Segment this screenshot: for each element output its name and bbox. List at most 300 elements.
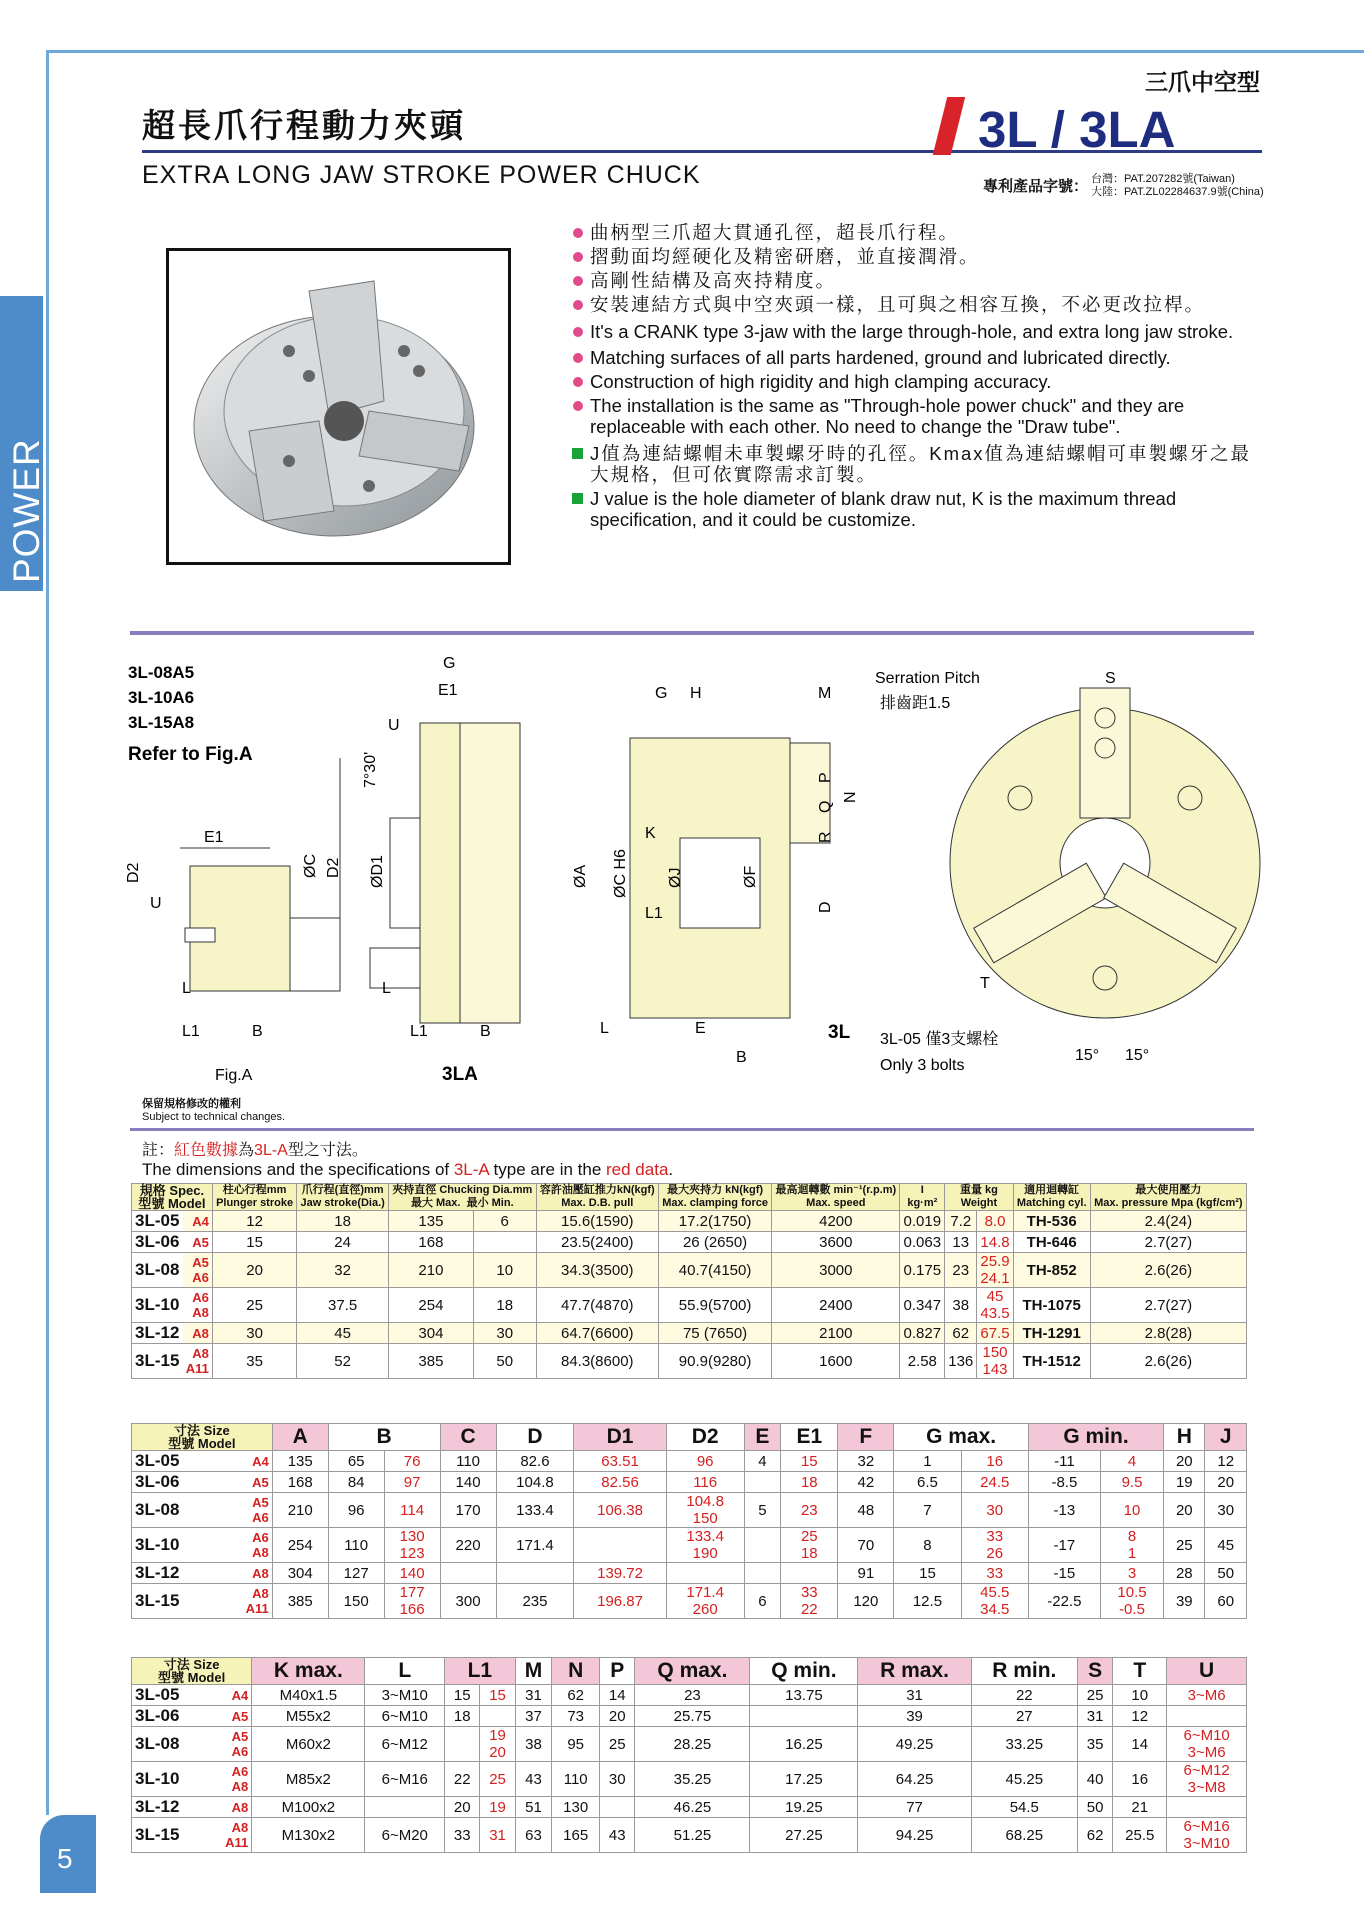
Br-value: 97 (403, 1473, 421, 1491)
sub-model: A6 (231, 1764, 249, 1779)
view-3la (302, 655, 520, 1085)
w-cell: 136 (945, 1344, 977, 1379)
Gminr-cell (1100, 1528, 1163, 1563)
s-cell: 31 (1077, 1706, 1112, 1727)
size2-col-header: R max. (858, 1658, 971, 1685)
size2-col-header: N (552, 1658, 600, 1685)
j-cell: 12 (1205, 1451, 1247, 1472)
wa-value: 43.5 (980, 1305, 1010, 1322)
E1-cell (781, 1493, 838, 1528)
s-cell: 50 (1077, 1797, 1112, 1818)
n-cell: 130 (552, 1797, 600, 1818)
min-cell: 10 (473, 1253, 536, 1288)
size2-row (132, 1727, 1247, 1762)
sub-model-cell (208, 1685, 252, 1706)
qmin-cell: 16.25 (750, 1727, 858, 1762)
model-cell: 3L-15 (132, 1584, 221, 1619)
a-cell: 210 (272, 1493, 328, 1528)
bullet-dot-icon (573, 228, 583, 238)
b-cell: 127 (328, 1563, 384, 1584)
u-value: 3~M6 (1187, 1744, 1226, 1761)
model-cell: 3L-08 (132, 1253, 183, 1288)
bullet-dot-icon (573, 252, 583, 262)
Gmaxr-value: 24.5 (980, 1473, 1010, 1491)
dim-t: T (980, 975, 990, 992)
red-data-note (142, 1141, 673, 1179)
model-cell: 3L-08 (132, 1727, 208, 1762)
sub-model: A5 (252, 1495, 269, 1510)
l1r-value: 31 (489, 1826, 506, 1844)
c-cell: 140 (440, 1472, 496, 1493)
plunger-cell: 35 (212, 1344, 296, 1379)
min-cell (473, 1232, 536, 1253)
a-cell: 254 (272, 1528, 328, 1563)
l1r-value: 15 (489, 1686, 506, 1704)
model-cell: 3L-10 (132, 1762, 208, 1797)
sub-model-cell (183, 1288, 213, 1323)
speed-cell: 1600 (772, 1344, 900, 1379)
max-cell: 135 (389, 1211, 474, 1232)
l1-cell: 18 (445, 1706, 480, 1727)
Gmaxr-cell (961, 1563, 1028, 1584)
bullet-dot-icon (573, 300, 583, 310)
m-cell: 31 (515, 1685, 552, 1706)
sub-model: A11 (225, 1835, 249, 1850)
cyl-cell: TH-852 (1013, 1253, 1090, 1288)
Gminr-value: 4 (1127, 1452, 1137, 1470)
j-cell: 20 (1205, 1472, 1247, 1493)
D2-cell (666, 1563, 744, 1584)
s-cell: 35 (1077, 1727, 1112, 1762)
jaw-cell: 45 (297, 1323, 389, 1344)
D2-value: 96 (696, 1452, 714, 1470)
cyl-cell: TH-1291 (1013, 1323, 1090, 1344)
Gminr-value: 10 (1123, 1501, 1141, 1519)
l1r-value: 19 (489, 1727, 506, 1744)
c-cell: 170 (440, 1493, 496, 1528)
jaw-cell: 52 (297, 1344, 389, 1379)
l1-cell (445, 1727, 480, 1762)
e-cell (744, 1563, 781, 1584)
bullet-dot-icon (573, 353, 583, 363)
plunger-cell: 30 (212, 1323, 296, 1344)
model-cell: 3L-06 (132, 1472, 221, 1493)
l1r-cell (480, 1685, 515, 1706)
l-cell: 6~M12 (365, 1727, 445, 1762)
size1-col-header: C (440, 1424, 496, 1451)
clamp-cell: 90.9(9280) (658, 1344, 771, 1379)
dim-d2-3la: D2 (325, 857, 342, 878)
rmin-cell: 54.5 (971, 1797, 1077, 1818)
model-cell: 3L-15 (132, 1818, 208, 1853)
sub-model: A8 (231, 1820, 249, 1835)
cyl-cell: TH-536 (1013, 1211, 1090, 1232)
gmin-cell: -22.5 (1028, 1584, 1100, 1619)
spec-header-pull: 容許油壓缸推力kN(kgf) Max. D.B. pull (536, 1184, 658, 1211)
dim-l1-3la: L1 (410, 1023, 428, 1040)
model-cell: 3L-12 (132, 1323, 183, 1344)
i-cell: 0.347 (900, 1288, 945, 1323)
k-cell: M100x2 (252, 1797, 365, 1818)
sub-model-cell (208, 1727, 252, 1762)
u-value: 6~M10 (1183, 1727, 1230, 1744)
D2-cell (666, 1472, 744, 1493)
qmin-cell: 17.25 (750, 1762, 858, 1797)
d1-cell: 106.38 (574, 1493, 666, 1528)
dim-n: N (842, 791, 859, 803)
rmax-cell: 49.25 (858, 1727, 971, 1762)
pull-cell: 34.3(3500) (536, 1253, 658, 1288)
max-cell: 304 (389, 1323, 474, 1344)
speed-cell: 3000 (772, 1253, 900, 1288)
D2-value: 171.4 (686, 1584, 724, 1601)
plunger-cell: 15 (212, 1232, 296, 1253)
d-cell (496, 1563, 574, 1584)
i-cell: 2.58 (900, 1344, 945, 1379)
e-cell: 6 (744, 1584, 781, 1619)
clamp-cell: 17.2(1750) (658, 1211, 771, 1232)
note-cn-pre: 註： (142, 1142, 175, 1159)
feature-item: It's a CRANK type 3-jaw with the large through-hole, and extra long jaw stroke. (570, 321, 1270, 342)
sub-model-cell (208, 1762, 252, 1797)
size2-col-header: L (365, 1658, 445, 1685)
spec-table-body (132, 1211, 1247, 1379)
sub-model: A5 (192, 1255, 209, 1270)
rmax-cell: 31 (858, 1685, 971, 1706)
p-cell: 25 (600, 1727, 635, 1762)
change-notice (142, 1098, 285, 1124)
a-cell: 135 (272, 1451, 328, 1472)
sub-model-cell (220, 1584, 272, 1619)
model-cell: 3L-10 (132, 1528, 221, 1563)
bullet-square-icon (572, 493, 583, 504)
wa-value: 25.9 (980, 1253, 1010, 1270)
u-cell (1167, 1797, 1247, 1818)
size2-col-header: M (515, 1658, 552, 1685)
u-cell (1167, 1706, 1247, 1727)
note-en-mid: type are in the (488, 1160, 607, 1179)
E1-value: 18 (800, 1545, 818, 1562)
u-cell (1167, 1727, 1247, 1762)
l-cell: 6~M10 (365, 1706, 445, 1727)
notice-en: Subject to technical changes. (142, 1111, 286, 1123)
Br-cell (384, 1563, 440, 1584)
angle-15a: 15° (1075, 1047, 1100, 1064)
dim-s: S (1105, 670, 1116, 687)
c-cell (440, 1563, 496, 1584)
gmax-cell: 1 (894, 1451, 961, 1472)
min-cell: 30 (473, 1323, 536, 1344)
D2-value: 104.8 (686, 1493, 724, 1510)
front-view (880, 670, 1260, 1074)
l-cell: 6~M20 (365, 1818, 445, 1853)
wa-cell (977, 1253, 1013, 1288)
size1-row (132, 1493, 1247, 1528)
sub-model-cell (183, 1323, 213, 1344)
speed-cell: 3600 (772, 1232, 900, 1253)
Br-value: 140 (399, 1564, 425, 1582)
size1-row (132, 1472, 1247, 1493)
f-cell: 42 (838, 1472, 894, 1493)
b-cell: 65 (328, 1451, 384, 1472)
sub-model: A8 (231, 1799, 249, 1815)
Br-cell (384, 1584, 440, 1619)
Gminr-value: -0.5 (1119, 1601, 1145, 1618)
gmax-cell: 8 (894, 1528, 961, 1563)
size1-col-header: J (1205, 1424, 1247, 1451)
e-cell: 4 (744, 1451, 781, 1472)
angle-label: 7°30' (362, 751, 379, 788)
dim-l1: L1 (182, 1023, 200, 1040)
Br-cell (384, 1528, 440, 1563)
press-cell: 2.7(27) (1090, 1232, 1246, 1253)
a-cell: 385 (272, 1584, 328, 1619)
note-cn-red2: 3L-A (254, 1142, 288, 1159)
spec-header-i: I kg·m² (900, 1184, 945, 1211)
l-cell: 3~M10 (365, 1685, 445, 1706)
e-cell (744, 1528, 781, 1563)
sub-model: A8 (252, 1545, 269, 1560)
dim-da: ØA (572, 864, 589, 888)
gmax-cell: 7 (894, 1493, 961, 1528)
bolts-note-cn: 3L-05 僅3支螺栓 (880, 1031, 999, 1048)
sub-model: A5 (231, 1729, 249, 1744)
l1r-cell (480, 1706, 515, 1727)
D2-value: 116 (693, 1473, 718, 1491)
rmax-cell: 77 (858, 1797, 971, 1818)
h-cell: 19 (1164, 1472, 1205, 1493)
view-3l (572, 670, 980, 1066)
dim-l-3l: L (600, 1020, 609, 1037)
feature-item: Construction of high rigidity and high clamping accuracy. (570, 371, 1270, 392)
section-divider-mid (130, 1128, 1254, 1131)
size1-col-header: E1 (781, 1424, 838, 1451)
rmin-cell: 22 (971, 1685, 1077, 1706)
size1-table-body (132, 1451, 1247, 1619)
section-divider-top (130, 631, 1254, 635)
Gmaxr-cell (961, 1472, 1028, 1493)
sub-model-cell (220, 1451, 272, 1472)
dim-p: P (817, 772, 834, 783)
E1-value: 25 (800, 1528, 818, 1545)
patent-label: 專利產品字號： (983, 177, 1089, 195)
press-cell: 2.6(26) (1090, 1344, 1246, 1379)
h-cell: 39 (1164, 1584, 1205, 1619)
l1r-value: 25 (489, 1770, 506, 1788)
wa-value: 143 (982, 1361, 1008, 1378)
qmax-cell: 35.25 (635, 1762, 750, 1797)
wa-cell (977, 1232, 1013, 1253)
model-cell: 3L-06 (132, 1232, 183, 1253)
size2-col-header: S (1077, 1658, 1112, 1685)
l1-cell: 22 (445, 1762, 480, 1797)
Gminr-cell (1100, 1451, 1163, 1472)
ref-model-list (128, 663, 253, 765)
size1-col-header: D1 (574, 1424, 666, 1451)
Gmaxr-cell (961, 1493, 1028, 1528)
u-value: 6~M12 (1183, 1762, 1230, 1779)
sub-model-cell (183, 1253, 213, 1288)
wa-cell (977, 1344, 1013, 1379)
spec-header-speed: 最高迴轉數 min⁻¹(r.p.m) Max. speed (772, 1184, 900, 1211)
size2-col-header: U (1167, 1658, 1247, 1685)
subtype-label: 三爪中空型 (1145, 69, 1260, 95)
model-cell: 3L-15 (132, 1344, 183, 1379)
Gminr-value: 10.5 (1117, 1584, 1147, 1601)
press-cell: 2.7(27) (1090, 1288, 1246, 1323)
size2-col-header: K max. (252, 1658, 365, 1685)
size1-row (132, 1451, 1247, 1472)
f-cell: 120 (838, 1584, 894, 1619)
k-cell: M130x2 (252, 1818, 365, 1853)
size1-col-header: G max. (894, 1424, 1029, 1451)
plunger-cell: 12 (212, 1211, 296, 1232)
m-cell: 38 (515, 1727, 552, 1762)
rmin-cell: 68.25 (971, 1818, 1077, 1853)
dim-dch6: ØC H6 (612, 849, 629, 898)
sub-model: A11 (245, 1601, 269, 1616)
size2-col-header: L1 (445, 1658, 516, 1685)
sub-model: A8 (192, 1305, 209, 1320)
Gminr-cell (1100, 1584, 1163, 1619)
wa-value: 8.0 (984, 1212, 1006, 1230)
Gmaxr-cell (961, 1584, 1028, 1619)
dim-dj: ØJ (667, 867, 684, 888)
E1-cell (781, 1563, 838, 1584)
size2-col-header: Q min. (750, 1658, 858, 1685)
n-cell: 73 (552, 1706, 600, 1727)
spec-header-press: 最大使用壓力 Max. pressure Mpa (kgf/cm²) (1090, 1184, 1246, 1211)
wa-cell (977, 1323, 1013, 1344)
size1-row (132, 1528, 1247, 1563)
m-cell: 37 (515, 1706, 552, 1727)
size2-col-header: T (1113, 1658, 1167, 1685)
title-en: EXTRA LONG JAW STROKE POWER CHUCK (142, 161, 701, 189)
dim-q: Q (817, 800, 834, 813)
c-cell: 110 (440, 1451, 496, 1472)
E1-value: 15 (800, 1452, 818, 1470)
size2-row (132, 1797, 1247, 1818)
gmax-cell: 12.5 (894, 1584, 961, 1619)
l1-cell: 20 (445, 1797, 480, 1818)
D2-value: 133.4 (686, 1528, 724, 1545)
feature-item: 曲柄型三爪超大貫通孔徑，超長爪行程。 (570, 222, 1270, 243)
Br-value: 166 (399, 1601, 425, 1618)
jaw-cell: 37.5 (297, 1288, 389, 1323)
l1r-cell (480, 1727, 515, 1762)
rmin-cell: 45.25 (971, 1762, 1077, 1797)
top-frame-line (46, 50, 1364, 53)
gmin-cell: -15 (1028, 1563, 1100, 1584)
qmax-cell: 51.25 (635, 1818, 750, 1853)
dim-d2: D2 (125, 862, 142, 883)
sub-model: A6 (192, 1290, 209, 1305)
max-cell: 254 (389, 1288, 474, 1323)
f-cell: 91 (838, 1563, 894, 1584)
size1-row (132, 1584, 1247, 1619)
D2-value: 190 (692, 1545, 718, 1562)
model-cell: 3L-12 (132, 1563, 221, 1584)
a-cell: 168 (272, 1472, 328, 1493)
serration-label: Serration Pitch (875, 670, 980, 687)
note-en-red2: red data (606, 1160, 669, 1179)
spec-header-row (132, 1184, 1247, 1211)
w-cell: 38 (945, 1288, 977, 1323)
j-cell: 60 (1205, 1584, 1247, 1619)
sub-model-cell (220, 1528, 272, 1563)
pull-cell: 84.3(8600) (536, 1344, 658, 1379)
b-cell: 84 (328, 1472, 384, 1493)
press-cell: 2.6(26) (1090, 1253, 1246, 1288)
qmin-cell: 19.25 (750, 1797, 858, 1818)
sub-model: A8 (192, 1346, 209, 1361)
technical-drawing (120, 648, 1265, 1118)
dim-df: ØF (742, 865, 759, 888)
Gmaxr-value: 33 (986, 1564, 1004, 1582)
i-cell: 0.063 (900, 1232, 945, 1253)
size2-row (132, 1706, 1247, 1727)
size1-col-header: B (328, 1424, 440, 1451)
note-cn-post: 型之寸法。 (287, 1142, 368, 1159)
wa-cell (977, 1288, 1013, 1323)
max-cell: 168 (389, 1232, 474, 1253)
Br-value: 123 (399, 1545, 425, 1562)
u-value: 3~M10 (1183, 1835, 1230, 1852)
bullet-dot-icon (573, 401, 583, 411)
sub-model-cell (183, 1232, 213, 1253)
dim-g-3l: G (655, 685, 668, 702)
t-cell: 21 (1113, 1797, 1167, 1818)
jaw-cell: 18 (297, 1211, 389, 1232)
bullet-dot-icon (573, 327, 583, 337)
d1-cell: 139.72 (574, 1563, 666, 1584)
D2-cell (666, 1584, 744, 1619)
sub-model-cell (220, 1563, 272, 1584)
l-cell: 6~M16 (365, 1762, 445, 1797)
min-cell: 6 (473, 1211, 536, 1232)
gmin-cell: -8.5 (1028, 1472, 1100, 1493)
sub-model: A5 (252, 1474, 269, 1490)
spec-row (132, 1232, 1247, 1253)
u-value: 6~M16 (1183, 1818, 1230, 1835)
dim-g: G (443, 655, 456, 672)
l1r-cell (480, 1797, 515, 1818)
ref-model: 3L-10A6 (128, 688, 195, 707)
size2-col-header: Q max. (635, 1658, 750, 1685)
l1r-cell (480, 1762, 515, 1797)
Gminr-value: 8 (1127, 1528, 1137, 1545)
p-cell: 14 (600, 1685, 635, 1706)
f-cell: 70 (838, 1528, 894, 1563)
jaw-cell: 24 (297, 1232, 389, 1253)
qmax-cell: 28.25 (635, 1727, 750, 1762)
dim-l: L (182, 980, 191, 997)
sub-model: A11 (185, 1361, 209, 1376)
j-note-cn: J值為連結螺帽未車製螺牙時的孔徑。Kmax值為連結螺帽可車製螺牙之最大規格，但可依實際需求訂製。 (570, 443, 1270, 485)
size1-header-model: 寸法 Size 型號 Model (132, 1424, 273, 1451)
f-cell: 32 (838, 1451, 894, 1472)
i-cell: 0.175 (900, 1253, 945, 1288)
Gmaxr-value: 34.5 (980, 1601, 1010, 1618)
m-cell: 51 (515, 1797, 552, 1818)
size1-col-header: H (1164, 1424, 1205, 1451)
b-cell: 96 (328, 1493, 384, 1528)
d-cell: 104.8 (496, 1472, 574, 1493)
sub-model: A4 (192, 1213, 209, 1229)
spec-row (132, 1211, 1247, 1232)
k-cell: M85x2 (252, 1762, 365, 1797)
E1-value: 22 (800, 1601, 818, 1618)
